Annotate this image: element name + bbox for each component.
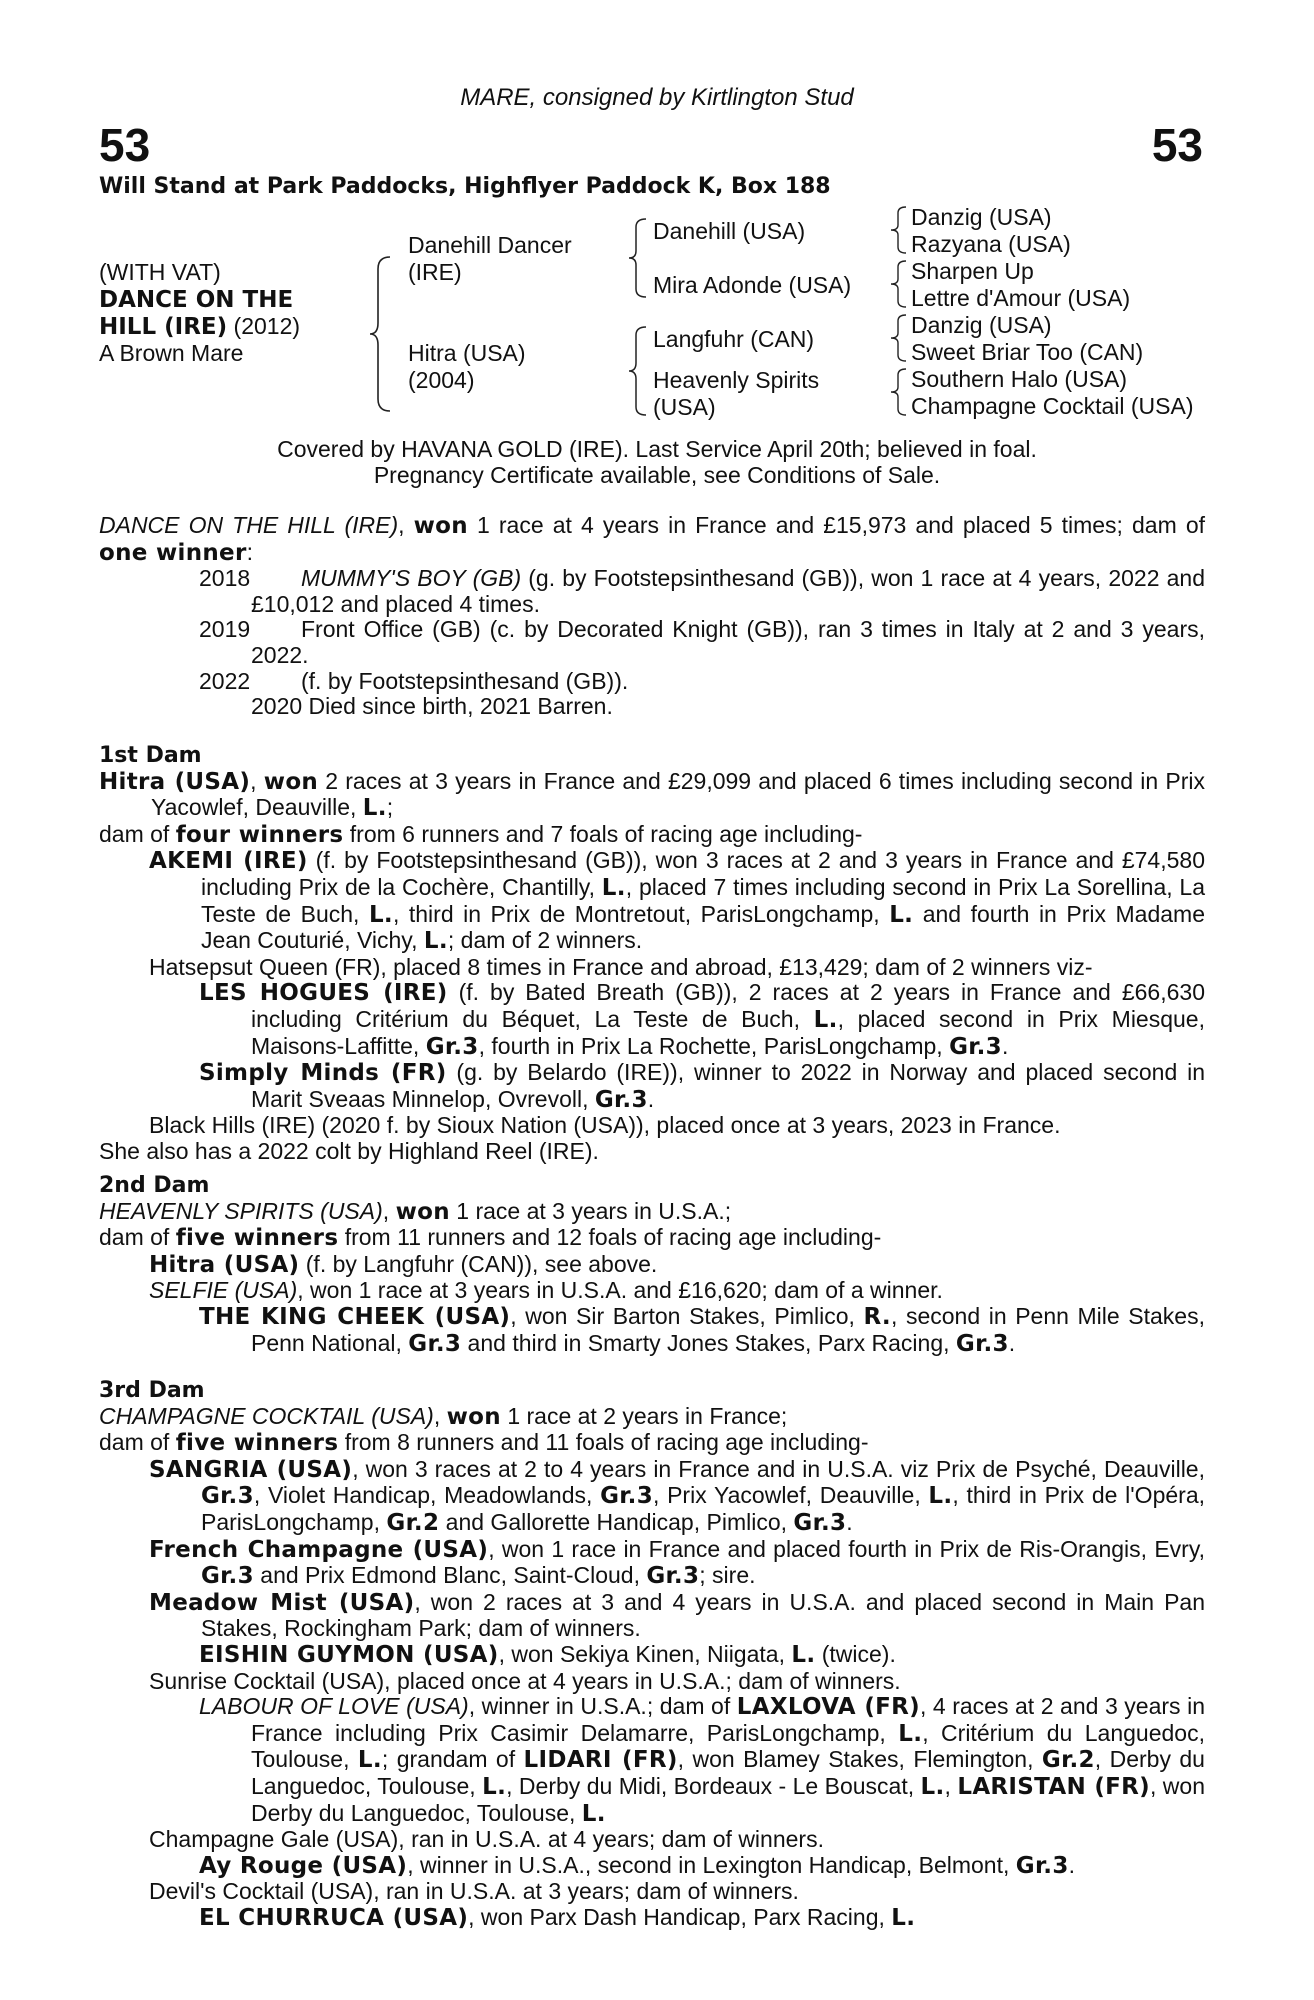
first-dam-colt: She also has a 2022 colt by Highland Reel (IRE). xyxy=(99,1137,599,1164)
first-dam-summary: dam of four winners from 6 runners and 7 foals of racing age including- xyxy=(99,820,863,848)
horse-name-block xyxy=(99,286,293,314)
pedigree-sire-2: (IRE) xyxy=(408,259,462,285)
lot-number-right: 53 xyxy=(1151,119,1203,171)
produce-notes: 2020 Died since birth, 2021 Barren. xyxy=(251,693,613,720)
first-dam-black-hills: Black Hills (IRE) (2020 f. by Sioux Nation (USA)), placed once at 3 years, 2023 in France. xyxy=(149,1112,1061,1139)
pedigree-brace-g1 xyxy=(888,205,908,255)
third-dam-eishin-guymon: EISHIN GUYMON (USA), won Sekiya Kinen, Niigata, L. (twice). xyxy=(199,1640,896,1668)
stand-location: Will Stand at Park Paddocks, Highflyer Paddock K, Box 188 xyxy=(99,174,831,199)
pedigree-brace-g2 xyxy=(888,259,908,309)
lot-number-left: 53 xyxy=(99,119,151,171)
first-dam-akemi: AKEMI (IRE) (f. by Footstepsinthesand (GB)), won 3 races at 2 and 3 years in France and £74,580 including Prix de la Cochère, Chantilly, L., placed 7 times including second in Prix La Sorellina, La Teste de Buch, L., third in Prix de Montretout, ParisLongchamp, L. and fourth in Prix Madame Jean Couturié, Vichy, L.; dam of 2 winners. xyxy=(149,847,1206,955)
third-dam-section xyxy=(99,1378,1205,1931)
pedigree-brace-g3 xyxy=(888,313,908,363)
pedigree-g3: Sharpen Up xyxy=(911,258,1034,284)
pedigree-g7: Southern Halo (USA) xyxy=(911,366,1128,392)
covered-line: Covered by HAVANA GOLD (IRE). Last Service April 20th; believed in foal. xyxy=(277,436,1037,462)
pedigree-g8: Champagne Cocktail (USA) xyxy=(911,393,1194,419)
third-dam-champagne-gale: Champagne Gale (USA), ran in U.S.A. at 4 years; dam of winners. xyxy=(149,1826,824,1853)
second-dam-record: HEAVENLY SPIRITS (USA), won 1 race at 3 years in U.S.A.; xyxy=(99,1197,732,1225)
third-dam-labour-of-love: LABOUR OF LOVE (USA), winner in U.S.A.; dam of LAXLOVA (FR), 4 races at 2 and 3 years in France including Prix Casimir Delamarre, ParisLongchamp, L., Critérium du Languedoc, Toulouse, L.; grandam of LIDARI (FR), won Blamey Stakes, Flemington, Gr.2, Derby du Languedoc, Toulouse, L., Derby du Midi, Bordeaux - Le Bouscat, L., LARISTAN (FR), won Derby du Languedoc, Toulouse, L. xyxy=(199,1693,1205,1827)
produce-2022: 2022 (f. by Footstepsinthesand (GB)). xyxy=(199,667,629,694)
first-dam-record: Hitra (USA), won 2 races at 3 years in France and £29,099 and placed 6 times including second in Prix Yacowlef, Deauville, L.; xyxy=(99,767,1205,822)
horse-year: (2012) xyxy=(233,313,301,339)
pedigree-sire-1: Danehill Dancer xyxy=(408,232,572,258)
third-dam-french-champagne: French Champagne (USA), won 1 race in France and placed fourth in Prix de Ris-Orangis, Evry, Gr.3 and Prix Edmond Blanc, Saint-Cloud, Gr.3; sire. xyxy=(149,1535,1206,1590)
second-dam-section xyxy=(99,1173,1205,1357)
pedigree-dam-1: Hitra (USA) xyxy=(408,340,526,366)
covered-block xyxy=(0,436,1314,488)
pedigree-dam-dam-2: (USA) xyxy=(653,394,716,420)
first-dam-heading: 1st Dam xyxy=(99,743,202,768)
third-dam-record: CHAMPAGNE COCKTAIL (USA), won 1 race at 2 years in France; xyxy=(99,1402,788,1430)
pedigree-sire-dam: Mira Adonde (USA) xyxy=(653,272,852,298)
pedigree-g4: Lettre d'Amour (USA) xyxy=(911,285,1131,311)
pedigree-brace-dam xyxy=(626,325,648,417)
pedigree-g5: Danzig (USA) xyxy=(911,312,1052,338)
produce-2018: 2018 MUMMY'S BOY (GB) (g. by Footstepsinthesand (GB)), won 1 race at 4 years, 2022 and £10,012 and placed 4 times. xyxy=(199,565,1205,617)
first-dam-hatsepsut: Hatsepsut Queen (FR), placed 8 times in France and abroad, £13,429; dam of 2 winners viz- xyxy=(149,953,1093,980)
first-dam-les-hogues: LES HOGUES (IRE) (f. by Bated Breath (GB)), 2 races at 2 years in France and £66,630 including Critérium du Béquet, La Teste de Buch, L., placed second in Prix Miesque, Maisons-Laffitte, Gr.3, fourth in Prix La Rochette, ParisLongchamp, Gr.3. xyxy=(199,979,1205,1060)
consignment-line: MARE, consigned by Kirtlington Stud xyxy=(460,84,854,111)
pedigree-brace-sire xyxy=(626,217,648,299)
produce-record xyxy=(99,513,1205,720)
pedigree-dam-dam-1: Heavenly Spirits xyxy=(653,367,820,393)
pedigree-g1: Danzig (USA) xyxy=(911,204,1052,230)
second-dam-summary: dam of five winners from 11 runners and 12 foals of racing age including- xyxy=(99,1224,882,1252)
mare-record: DANCE ON THE HILL (IRE), won 1 race at 4 years in France and £15,973 and placed 5 times; dam of one winner: xyxy=(99,512,1205,566)
pedigree-brace-main xyxy=(368,255,394,413)
pedigree-g2: Razyana (USA) xyxy=(911,231,1071,257)
horse-name-year: HILL (IRE) (2012) xyxy=(99,313,301,340)
pedigree-dam-sire: Langfuhr (CAN) xyxy=(653,326,815,352)
second-dam-king-cheek: THE KING CHEEK (USA), won Sir Barton Stakes, Pimlico, R., second in Penn Mile Stakes, Penn National, Gr.3 and third in Smarty Jones Stakes, Parx Racing, Gr.3. xyxy=(199,1302,1205,1357)
second-dam-hitra: Hitra (USA) (f. by Langfuhr (CAN)), see above. xyxy=(149,1250,658,1278)
first-dam-simply-minds: Simply Minds (FR) (g. by Belardo (IRE)), winner to 2022 in Norway and placed second in Marit Sveaas Minnelop, Ovrevoll, Gr.3. xyxy=(199,1059,1205,1113)
pregnancy-line: Pregnancy Certificate available, see Conditions of Sale. xyxy=(373,462,941,488)
third-dam-summary: dam of five winners from 8 runners and 11 foals of racing age including- xyxy=(99,1429,869,1457)
third-dam-devils-cocktail: Devil's Cocktail (USA), ran in U.S.A. at 3 years; dam of winners. xyxy=(149,1878,799,1905)
pedigree-sire-sire: Danehill (USA) xyxy=(653,218,806,244)
produce-2019: 2019 Front Office (GB) (c. by Decorated Knight (GB)), ran 3 times in Italy at 2 and 3 years, 2022. xyxy=(199,616,1205,668)
pedigree-dam-2: (2004) xyxy=(408,367,475,393)
third-dam-sunrise-cocktail: Sunrise Cocktail (USA), placed once at 4 years in U.S.A.; dam of winners. xyxy=(149,1667,901,1694)
third-dam-ay-rouge: Ay Rouge (USA), winner in U.S.A., second in Lexington Handicap, Belmont, Gr.3. xyxy=(199,1851,1076,1879)
first-dam-section xyxy=(99,743,1205,1165)
horse-name: DANCE ON THE xyxy=(99,287,294,313)
second-dam-heading: 2nd Dam xyxy=(99,1173,210,1198)
horse-description: A Brown Mare xyxy=(99,340,244,366)
third-dam-sangria: SANGRIA (USA), won 3 races at 2 to 4 years in France and in U.S.A. viz Prix de Psyché, Deauville, Gr.3, Violet Handicap, Meadowlands, Gr.3, Prix Yacowlef, Deauville, L., third in Prix de l'Opéra, ParisLongchamp, Gr.2 and Gallorette Handicap, Pimlico, Gr.3. xyxy=(149,1455,1205,1536)
pedigree-brace-g4 xyxy=(888,367,908,417)
third-dam-heading: 3rd Dam xyxy=(99,1378,205,1403)
third-dam-el-churruca: EL CHURRUCA (USA), won Parx Dash Handicap, Parx Racing, L. xyxy=(199,1903,916,1931)
horse-vat: (WITH VAT) xyxy=(99,259,221,285)
second-dam-selfie: SELFIE (USA), won 1 race at 3 years in U.S.A. and £16,620; dam of a winner. xyxy=(149,1277,943,1304)
pedigree-g6: Sweet Briar Too (CAN) xyxy=(911,339,1144,365)
third-dam-meadow-mist: Meadow Mist (USA), won 2 races at 3 and 4 years in U.S.A. and placed second in Main Pan Stakes, Rockingham Park; dam of winners. xyxy=(149,1588,1205,1642)
